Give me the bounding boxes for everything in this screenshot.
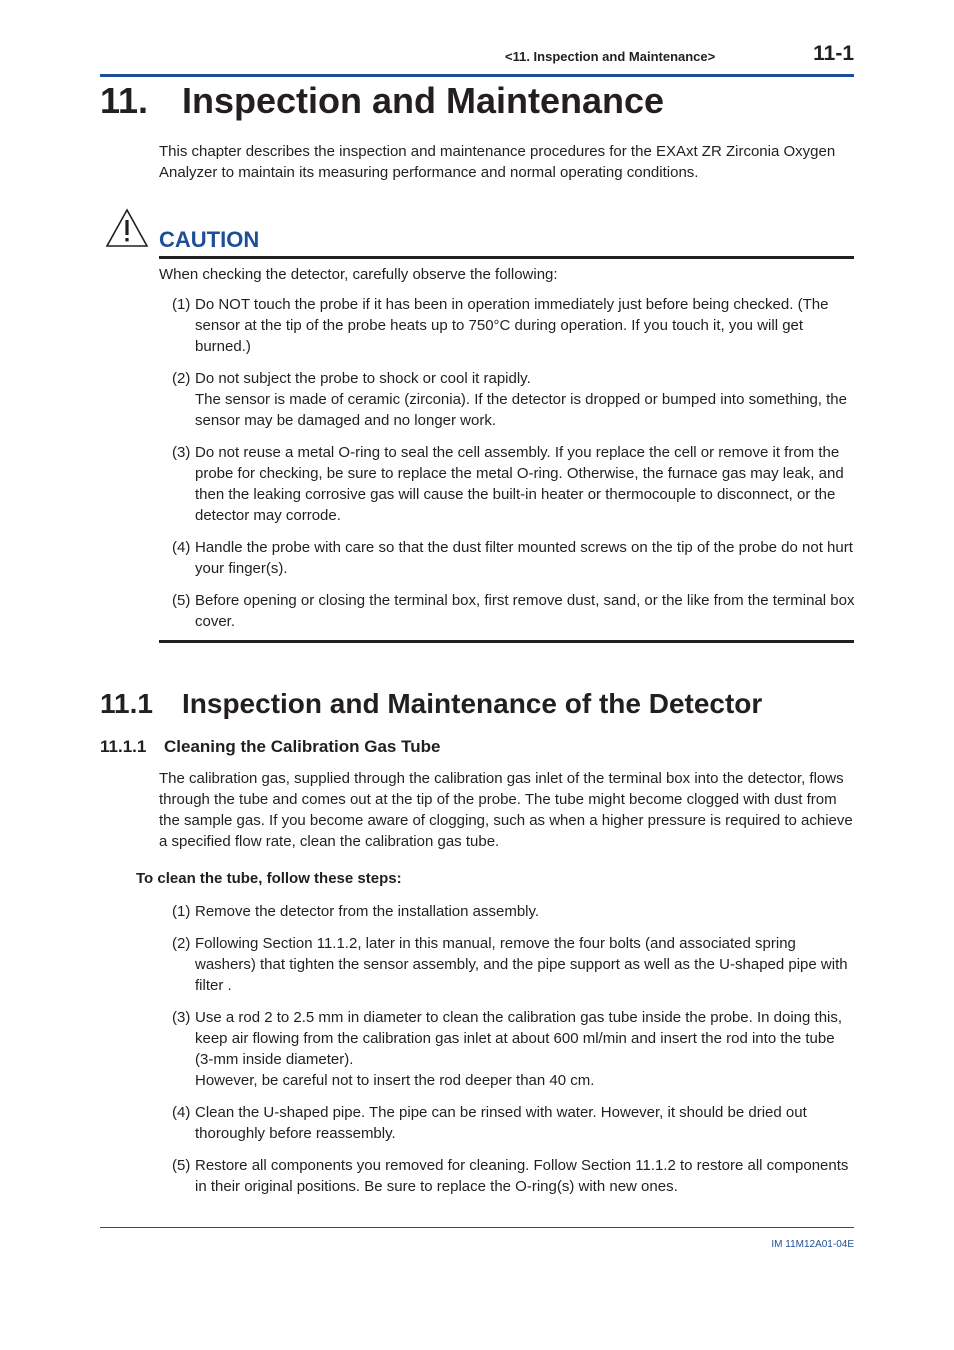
step-number: (1) xyxy=(172,903,191,920)
chapter-intro: This chapter describes the inspection and maintenance procedures for the EXAxt ZR Zirconia Oxygen Analyzer to maintain its measuring performance and normal operating conditions. xyxy=(159,143,836,181)
chapter-number: 11. xyxy=(100,80,149,121)
step-item xyxy=(172,901,856,922)
caution-lead: When checking the detector, carefully observe the following: xyxy=(159,266,558,283)
caution-item xyxy=(172,537,856,579)
page-number: 11-1 xyxy=(813,42,854,65)
caution-rule-bottom xyxy=(159,640,854,643)
running-header: <11. Inspection and Maintenance> xyxy=(505,49,716,64)
caution-item xyxy=(172,442,856,526)
caution-item xyxy=(172,590,856,632)
chapter-title-text: Inspection and Maintenance xyxy=(182,80,665,121)
section-number: 11.1 xyxy=(100,688,153,719)
caution-item-text: Do not reuse a metal O-ring to seal the cell assembly. If you replace the cell or remove it from the probe for checking, be sure to replace the metal O-ring. Otherwise, the furnace gas may leak, and then the leaking corrosive gas will cause the built-in heater or thermocouple to disconnect, or the detector may corrode. xyxy=(195,444,844,524)
step-item xyxy=(172,1155,856,1197)
subsection-title-text: Cleaning the Calibration Gas Tube xyxy=(164,737,441,756)
step-text-continued: However, be careful not to insert the rod deeper than 40 cm. xyxy=(195,1072,595,1089)
caution-item-number: (4) xyxy=(172,539,191,556)
step-number: (2) xyxy=(172,935,191,952)
footer-rule xyxy=(100,1227,854,1228)
step-number: (3) xyxy=(172,1009,191,1026)
steps-heading: To clean the tube, follow these steps: xyxy=(136,870,402,887)
subsection-title xyxy=(100,737,440,757)
header-rule xyxy=(100,74,854,77)
caution-item-text: Do NOT touch the probe if it has been in operation immediately just before being checked. (The sensor at the tip of the probe heats up to 750°C during operation. If you touch it, you will get burned.) xyxy=(195,296,829,355)
step-item xyxy=(172,1102,856,1144)
caution-item xyxy=(172,368,856,431)
caution-item-number: (3) xyxy=(172,444,191,461)
caution-item-text: Do not subject the probe to shock or cool it rapidly. xyxy=(195,370,531,387)
caution-item-text: Handle the probe with care so that the dust filter mounted screws on the tip of the probe do not hurt your finger(s). xyxy=(195,539,853,577)
step-number: (5) xyxy=(172,1157,191,1174)
step-text: Remove the detector from the installation assembly. xyxy=(195,903,540,920)
caution-item xyxy=(172,294,856,357)
caution-item-text-continued: The sensor is made of ceramic (zirconia). If the detector is dropped or bumped into something, the sensor may be damaged and no longer work. xyxy=(195,391,847,429)
step-text: Use a rod 2 to 2.5 mm in diameter to clean the calibration gas tube inside the probe. In doing this, keep air flowing from the calibration gas inlet at about 600 ml/min and insert the rod into the tube (3-mm inside diameter). xyxy=(195,1009,843,1068)
caution-list xyxy=(172,294,856,643)
steps-list xyxy=(172,901,856,1208)
caution-rule-top xyxy=(159,256,854,259)
caution-item-text: Before opening or closing the terminal box, first remove dust, sand, or the like from the terminal box cover. xyxy=(195,592,855,630)
section-title xyxy=(100,688,762,720)
warning-triangle-icon xyxy=(105,208,149,253)
step-number: (4) xyxy=(172,1104,191,1121)
document-number: IM 11M12A01-04E xyxy=(771,1239,854,1250)
caution-label: CAUTION xyxy=(159,227,260,252)
caution-item-number: (5) xyxy=(172,592,191,609)
step-text: Restore all components you removed for cleaning. Follow Section 11.1.2 to restore all components in their original positions. Be sure to replace the O-ring(s) with new ones. xyxy=(195,1157,849,1195)
caution-item-number: (1) xyxy=(172,296,191,313)
section-title-text: Inspection and Maintenance of the Detector xyxy=(182,688,763,719)
step-text: Clean the U-shaped pipe. The pipe can be rinsed with water. However, it should be dried out thoroughly before reassembly. xyxy=(195,1104,807,1142)
chapter-title xyxy=(100,80,664,122)
step-item xyxy=(172,933,856,996)
step-text: Following Section 11.1.2, later in this manual, remove the four bolts (and associated spring washers) that tighten the sensor assembly, and the pipe support as well as the U-shaped pipe with filter . xyxy=(195,935,848,994)
caution-item-number: (2) xyxy=(172,370,191,387)
subsection-number: 11.1.1 xyxy=(100,737,147,756)
step-item xyxy=(172,1007,856,1091)
subsection-paragraph: The calibration gas, supplied through the calibration gas inlet of the terminal box into the detector, flows through the tube and comes out at the tip of the probe. The tube might become clogged with dust from the sample gas. If you become aware of clogging, such as when a higher pressure is required to achieve a specified flow rate, clean the calibration gas tube. xyxy=(159,770,853,850)
